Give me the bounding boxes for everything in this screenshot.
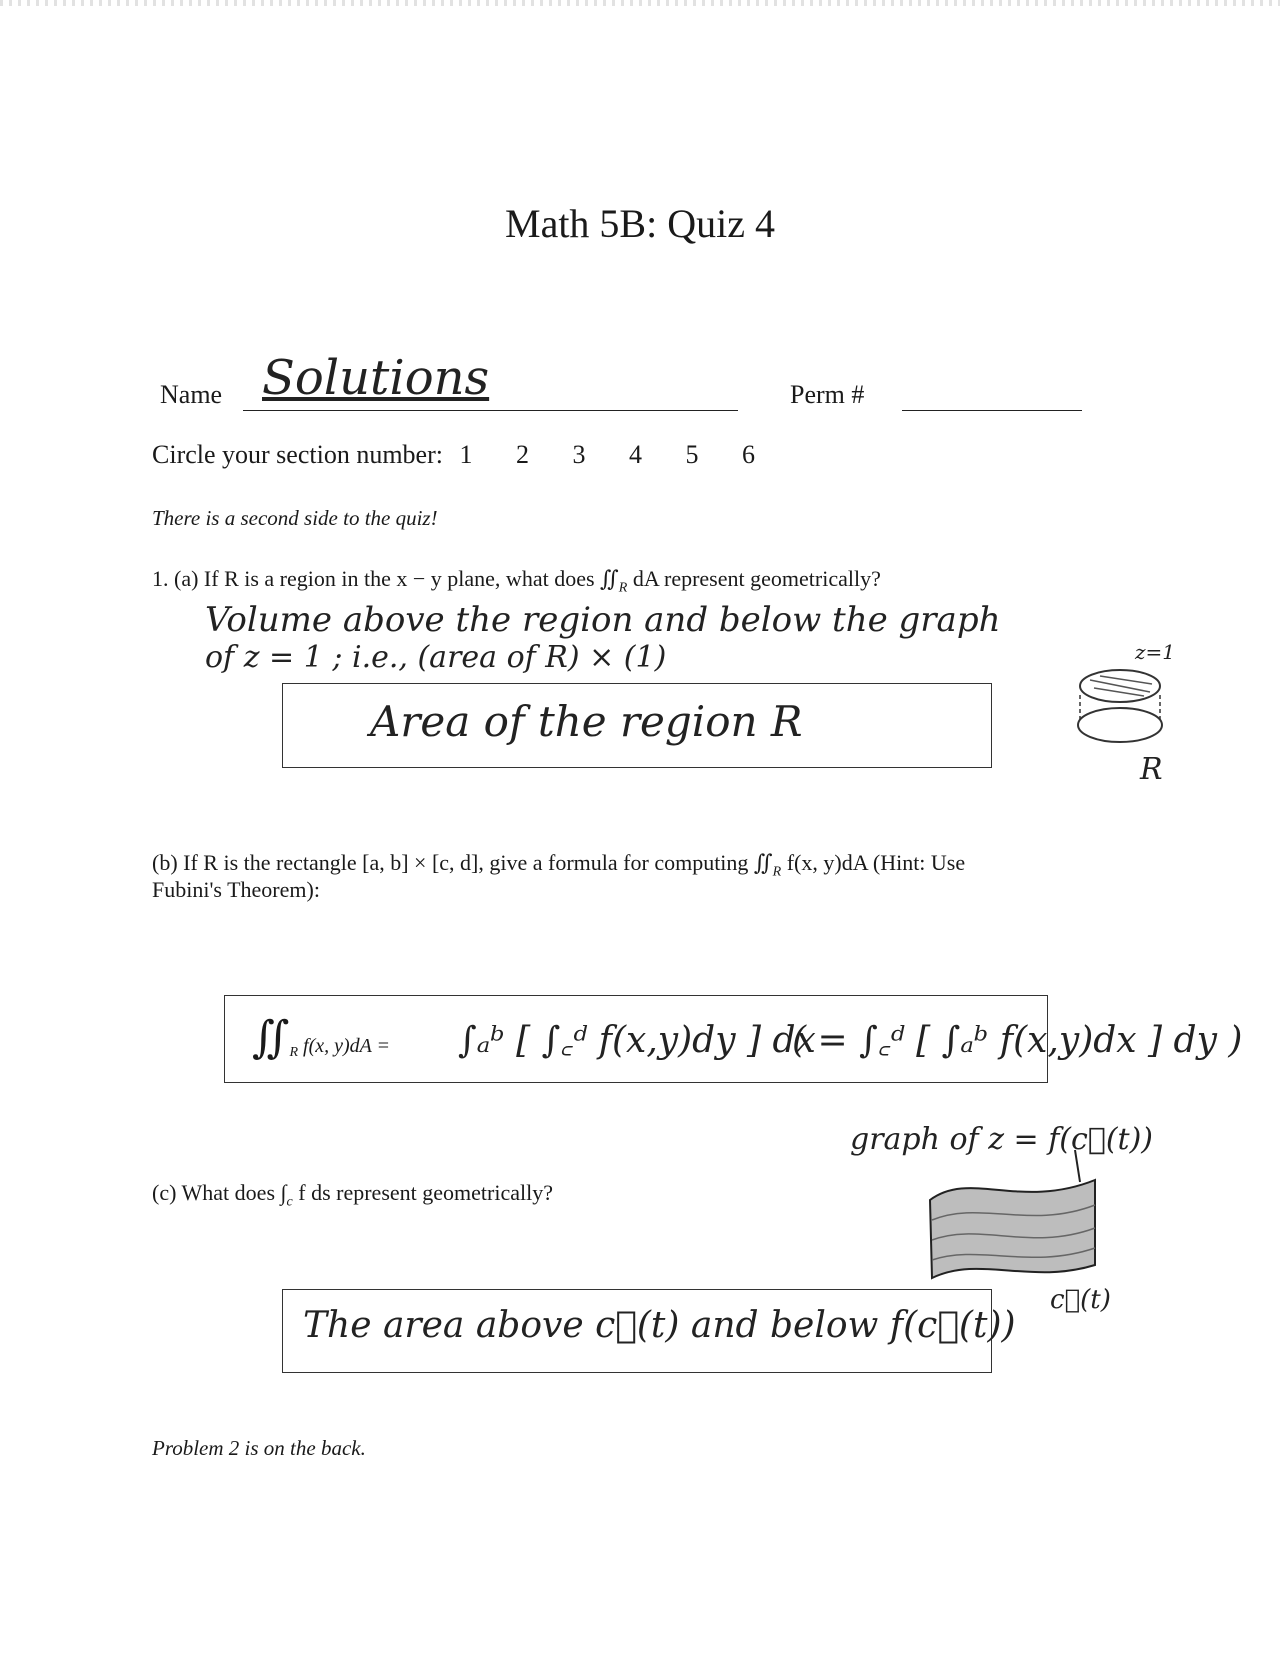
section-label: Circle your section number: [152, 440, 443, 469]
q1c-prompt-sub: c [286, 1194, 293, 1210]
q1a-work-line2: of z = 1 ; i.e., (area of R) × (1) [205, 640, 667, 675]
notice-second-side: There is a second side to the quiz! [152, 506, 438, 530]
q1b-answer: ∫ₐᵇ [ ∫꜀ᵈ f(x,y)dy ] dx [458, 1020, 816, 1061]
section-option-5[interactable]: 5 [685, 440, 699, 469]
q1b-lhs [252, 1012, 390, 1063]
q1c-curve-label: c⃗(t) [1050, 1285, 1111, 1315]
name-label: Name [160, 380, 223, 409]
q1c-prompt-post: f ds represent geometrically? [292, 1180, 553, 1205]
q1b-prompt-pre: If R is the rectangle [a, b] × [c, d], give a formula for computing ∬ [183, 850, 773, 875]
q1c-surface-sketch-icon [920, 1160, 1110, 1300]
section-option-3[interactable]: 3 [572, 440, 586, 469]
name-value: Solutions [262, 350, 490, 406]
perm-label: Perm # [790, 380, 865, 409]
section-option-4[interactable]: 4 [628, 440, 642, 469]
q1a-prompt [152, 566, 881, 596]
q1a-prompt-pre: If R is a region in the x − y plane, what does ∬ [203, 566, 619, 591]
q1a-answer: Area of the region R [370, 697, 803, 746]
q1a-part: (a) [174, 566, 199, 591]
name-line [243, 410, 738, 411]
q1a-sketch-label-top: z=1 [1135, 640, 1176, 664]
q1b-lhs-rest: f(x, y)dA = [298, 1035, 391, 1057]
q1a-sketch-label-bottom: R [1140, 752, 1163, 787]
q1b-alternative: ( = ∫꜀ᵈ [ ∫ₐᵇ f(x,y)dx ] dy ) [792, 1020, 1243, 1061]
perm-line [902, 410, 1082, 411]
q1b-prompt-line2: Fubini's Theorem): [152, 877, 320, 902]
section-option-2[interactable]: 2 [515, 440, 529, 469]
q1a-prompt-post: dA represent geometrically? [627, 566, 881, 591]
q1c-prompt-pre: What does ∫ [181, 1180, 287, 1205]
q1c-graph-label: graph of z = f(c⃗(t)) [850, 1122, 1153, 1157]
q1c-answer: The area above c⃗(t) and below f(c⃗(t)) [303, 1305, 1016, 1346]
scan-artifact [0, 0, 1280, 6]
q1c-part: (c) [152, 1180, 177, 1205]
q1b-prompt [152, 850, 965, 880]
q1b-lhs-integral: ∬ [252, 1013, 290, 1062]
q1b-part: (b) [152, 850, 178, 875]
page-title: Math 5B: Quiz 4 [505, 201, 775, 246]
q1a-work-line1: Volume above the region and below the graph [205, 600, 1001, 640]
q1b-lhs-sub: R [289, 1045, 299, 1061]
q1-number: 1. [152, 566, 169, 591]
q1b-prompt-sub: R [772, 864, 782, 880]
section-option-1[interactable]: 1 [459, 440, 473, 469]
notice-problem-2: Problem 2 is on the back. [152, 1436, 366, 1460]
q1a-prompt-sub: R [618, 580, 628, 596]
section-option-6[interactable]: 6 [741, 440, 755, 469]
q1c-prompt [152, 1180, 553, 1210]
section-row [152, 440, 792, 470]
q1b-prompt-post: f(x, y)dA (Hint: Use [781, 850, 966, 875]
